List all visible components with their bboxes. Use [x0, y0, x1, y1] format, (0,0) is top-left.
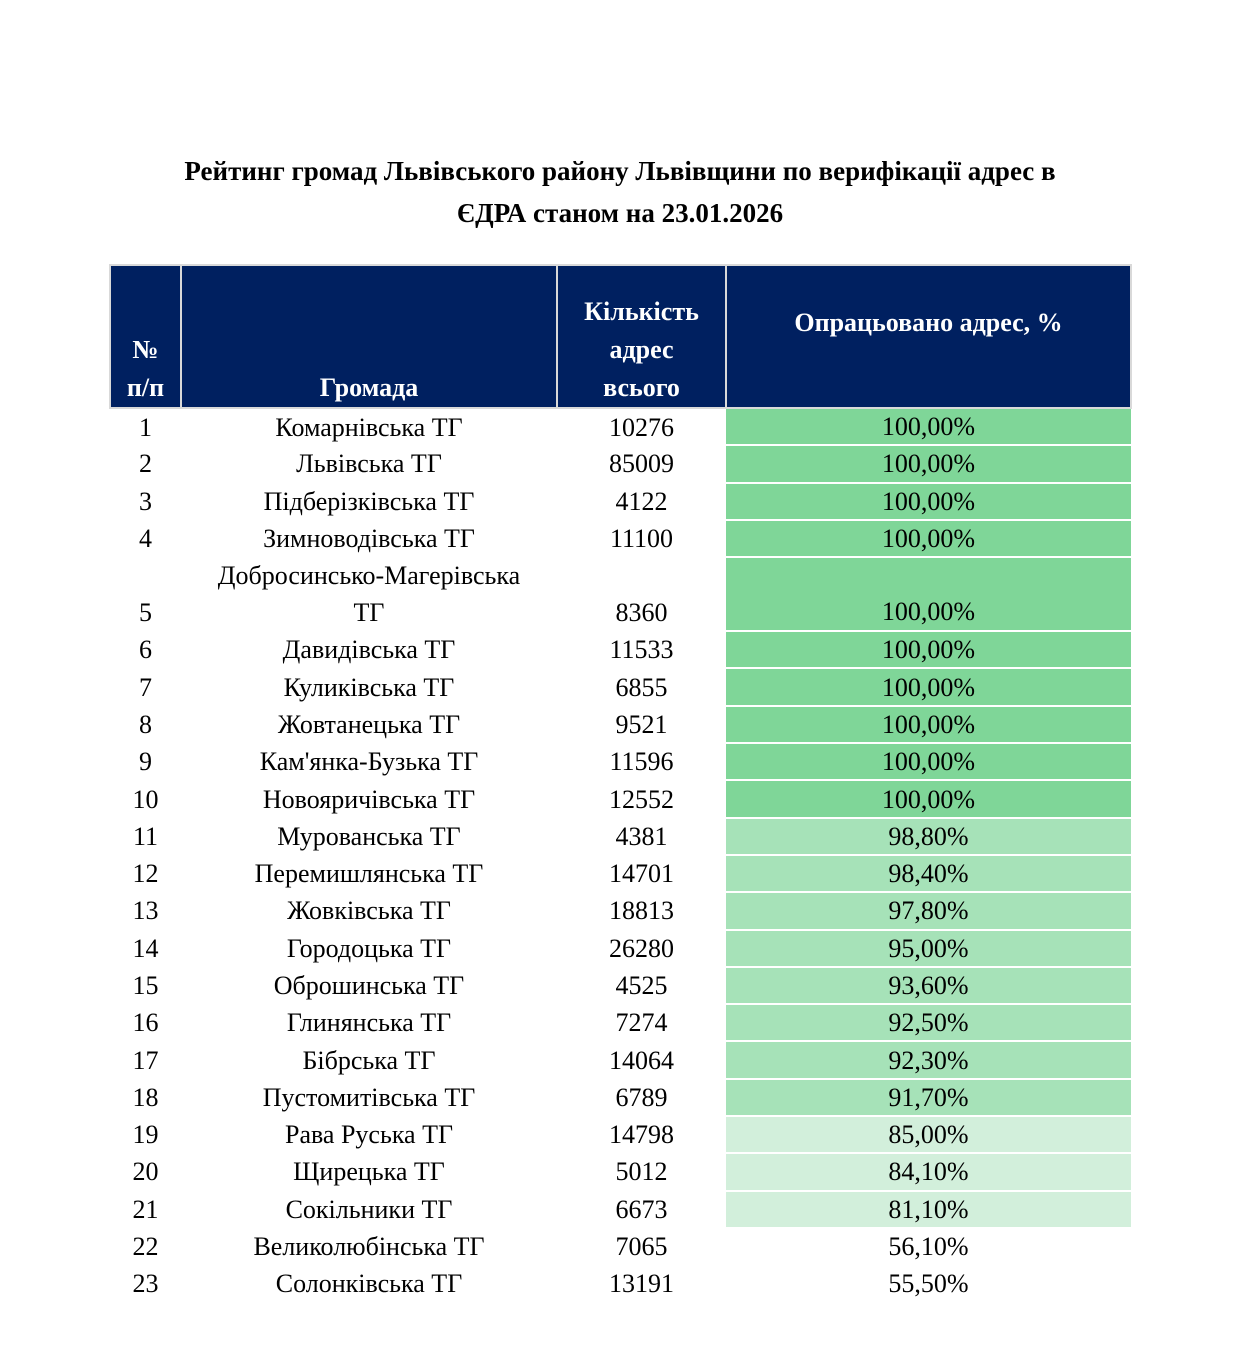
address-count: 11100	[609, 524, 674, 554]
address-count: 18813	[609, 896, 674, 926]
processed-percent: 100,00%	[726, 445, 1131, 482]
address-count: 14798	[609, 1120, 674, 1150]
community-name: Глинянська ТГ	[286, 1008, 452, 1038]
address-count: 7274	[615, 1008, 668, 1038]
row-number: 3	[139, 486, 152, 516]
processed-percent: 55,50%	[726, 1265, 1131, 1302]
processed-percent: 100,00%	[726, 668, 1131, 705]
table-row	[110, 631, 1131, 668]
processed-percent: 100,00%	[726, 520, 1131, 557]
table-body	[110, 408, 1131, 1303]
address-count: 12552	[609, 784, 674, 814]
processed-percent: 100,00%	[726, 408, 1131, 445]
community-name: Комарнівська ТГ	[275, 412, 463, 442]
row-number: 6	[139, 635, 152, 665]
table-row	[110, 930, 1131, 967]
title-line-1: Рейтинг громад Львівського району Львівщини по верифікації адрес в	[184, 156, 1056, 186]
table-row	[110, 1153, 1131, 1190]
address-count: 10276	[609, 412, 674, 442]
community-name: Давидівська ТГ	[282, 635, 456, 665]
community-name: Жовківська ТГ	[287, 896, 451, 926]
table-row	[110, 743, 1131, 780]
community-name: Великолюбінська ТГ	[253, 1232, 485, 1262]
table-row	[110, 557, 1131, 631]
table-row	[110, 1191, 1131, 1228]
processed-percent: 100,00%	[726, 780, 1131, 817]
row-number: 23	[132, 1269, 159, 1299]
community-name: Куликівська ТГ	[283, 672, 455, 702]
table-row	[110, 668, 1131, 705]
row-number: 2	[139, 449, 152, 479]
processed-percent: 81,10%	[726, 1191, 1131, 1228]
processed-percent: 97,80%	[726, 892, 1131, 929]
table-row	[110, 818, 1131, 855]
row-number: 15	[132, 971, 159, 1000]
community-name: Жовтанецька ТГ	[277, 709, 461, 739]
address-count: 14064	[609, 1045, 674, 1075]
row-number: 1	[139, 412, 152, 442]
address-count: 4525	[615, 971, 668, 1000]
row-number: 19	[132, 1120, 159, 1150]
header-community: Громада	[181, 265, 557, 408]
table-row	[110, 780, 1131, 817]
row-number: 20	[132, 1157, 159, 1187]
row-number: 17	[132, 1045, 159, 1075]
processed-percent: 85,00%	[726, 1116, 1131, 1153]
address-count: 11596	[609, 747, 674, 777]
address-count: 4122	[615, 486, 668, 516]
address-count: 4381	[615, 821, 668, 851]
community-name: Перемишлянська ТГ	[254, 859, 484, 889]
community-name: Мурованська ТГ	[277, 821, 461, 851]
address-count: 9521	[615, 709, 668, 739]
table-row	[110, 967, 1131, 1004]
processed-percent: 100,00%	[726, 557, 1131, 631]
community-name: Городоцька ТГ	[286, 933, 452, 963]
processed-percent: 93,60%	[726, 967, 1131, 1004]
processed-percent: 92,30%	[726, 1041, 1131, 1078]
community-name: Рава Руська ТГ	[284, 1120, 454, 1150]
row-number: 11	[132, 821, 159, 851]
community-name: Щирецька ТГ	[293, 1157, 445, 1187]
address-count: 7065	[615, 1232, 668, 1262]
table-row	[110, 1116, 1131, 1153]
address-count: 26280	[609, 933, 674, 963]
community-name: Бібрська ТГ	[302, 1045, 436, 1075]
community-name: Солонківська ТГ	[275, 1269, 463, 1299]
address-count: 6673	[615, 1194, 668, 1224]
header-address-count: Кількість адрес всього	[557, 265, 726, 408]
table-row	[110, 483, 1131, 520]
address-count: 6855	[615, 672, 668, 702]
title-line-2: ЄДРА станом на 23.01.2026	[456, 198, 784, 228]
address-count: 6789	[615, 1082, 668, 1112]
address-count: 13191	[609, 1269, 674, 1299]
processed-percent: 95,00%	[726, 930, 1131, 967]
table-row	[110, 1079, 1131, 1116]
processed-percent: 98,40%	[726, 855, 1131, 892]
table-row	[110, 445, 1131, 482]
table-row	[110, 1228, 1131, 1265]
table-row	[110, 892, 1131, 929]
processed-percent: 84,10%	[726, 1153, 1131, 1190]
address-count: 14701	[609, 859, 674, 889]
processed-percent: 100,00%	[726, 631, 1131, 668]
processed-percent: 100,00%	[726, 483, 1131, 520]
row-number: 18	[132, 1082, 159, 1112]
row-number: 7	[139, 672, 152, 702]
row-number: 5	[139, 598, 152, 628]
row-number: 8	[139, 709, 152, 739]
community-name: Сокільники ТГ	[285, 1194, 453, 1224]
community-name: Підберізківська ТГ	[263, 486, 475, 516]
row-number: 13	[132, 896, 159, 926]
community-name: Зимноводівська ТГ	[263, 524, 475, 554]
community-name: Оброшинська ТГ	[273, 971, 465, 1000]
community-name: Львівська ТГ	[296, 449, 442, 479]
community-name: Добросинсько-Магерівська ТГ	[217, 561, 521, 628]
processed-percent: 92,50%	[726, 1004, 1131, 1041]
processed-percent: 56,10%	[726, 1228, 1131, 1265]
table-row	[110, 706, 1131, 743]
table-row	[110, 520, 1131, 557]
table-row	[110, 1041, 1131, 1078]
table-row	[110, 1265, 1131, 1302]
address-count: 8360	[615, 598, 668, 628]
address-count: 85009	[609, 449, 674, 479]
header-number: № п/п	[110, 265, 181, 408]
header-processed-percent: Опрацьовано адрес, %	[726, 265, 1131, 408]
row-number: 12	[132, 859, 159, 889]
processed-percent: 100,00%	[726, 743, 1131, 780]
row-number: 9	[139, 747, 152, 777]
address-count: 11533	[609, 635, 674, 665]
rating-table	[109, 264, 1132, 1304]
table-header-row	[110, 265, 1131, 408]
processed-percent: 98,80%	[726, 818, 1131, 855]
table-row	[110, 855, 1131, 892]
row-number: 10	[132, 784, 159, 814]
address-count: 5012	[615, 1157, 668, 1187]
row-number: 14	[132, 933, 159, 963]
page-title	[110, 150, 1130, 234]
row-number: 22	[132, 1232, 159, 1262]
row-number: 21	[132, 1194, 159, 1224]
row-number: 4	[139, 524, 152, 554]
processed-percent: 100,00%	[726, 706, 1131, 743]
table-row	[110, 408, 1131, 445]
processed-percent: 91,70%	[726, 1079, 1131, 1116]
table-row	[110, 1004, 1131, 1041]
community-name: Кам'янка-Бузька ТГ	[259, 747, 479, 777]
community-name: Новояричівська ТГ	[262, 784, 476, 814]
community-name: Пустомитівська ТГ	[262, 1082, 476, 1112]
row-number: 16	[132, 1008, 159, 1038]
